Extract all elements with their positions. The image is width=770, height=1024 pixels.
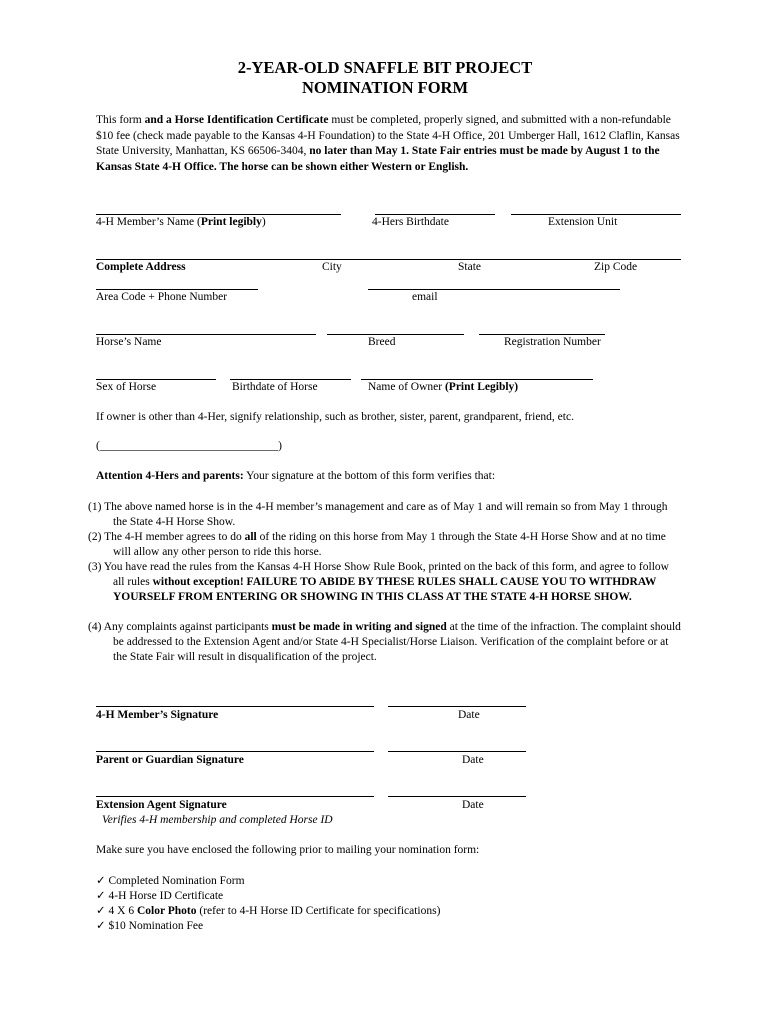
horse-name-label: Horse’s Name: [96, 336, 162, 348]
address-line[interactable]: [96, 259, 681, 260]
checklist-item-form: ✓ Completed Nomination Form: [96, 875, 245, 887]
member-signature-label: 4-H Member’s Signature: [96, 709, 219, 721]
horse-name-line[interactable]: [96, 334, 316, 335]
owner-line[interactable]: [361, 379, 593, 380]
member-date-label: Date: [458, 709, 480, 721]
horse-birthdate-label: Birthdate of Horse: [232, 381, 318, 393]
city-label: City: [322, 261, 342, 273]
birthdate-line[interactable]: [375, 214, 495, 215]
agent-date-line[interactable]: [388, 796, 526, 797]
parent-date-label: Date: [462, 754, 484, 766]
breed-label: Breed: [368, 336, 396, 348]
checklist-item-photo: ✓ 4 X 6 Color Photo (refer to 4-H Horse ID Certificate for specifications): [96, 905, 441, 917]
parent-signature-label: Parent or Guardian Signature: [96, 754, 244, 766]
agent-date-label: Date: [462, 799, 484, 811]
member-date-line[interactable]: [388, 706, 526, 707]
checklist-item-id: ✓ 4-H Horse ID Certificate: [96, 890, 224, 902]
rule-2: (2) The 4-H member agrees to do all of the riding on this horse from May 1 through the State 4-H Horse Show and at no time will allow any other person to ride this horse.: [88, 531, 666, 559]
parent-date-line[interactable]: [388, 751, 526, 752]
checklist-item-fee: ✓ $10 Nomination Fee: [96, 920, 204, 932]
extension-unit-label: Extension Unit: [548, 216, 618, 228]
checklist-intro: Make sure you have enclosed the following prior to mailing your nomination form:: [96, 844, 480, 856]
intro-paragraph: This form and a Horse Identification Certificate must be completed, properly signed, and submitted with a non-refundable $10 fee (check made payable to the Kansas 4-H Foundation) to the State 4-H Office, 201 Umberger Hall, 1612 Claflin, Kansas State University, Manhattan, KS 66506-3404, no later than May 1. State Fair entries must be made by August 1 to the Kansas State 4-H Office. The horse can be shown either Western or English.: [96, 114, 680, 173]
member-signature-line[interactable]: [96, 706, 374, 707]
member-name-label: 4-H Member’s Name (Print legibly): [96, 216, 266, 228]
sex-label: Sex of Horse: [96, 381, 157, 393]
complete-address-label: Complete Address: [96, 261, 186, 273]
email-line[interactable]: [368, 289, 620, 290]
agent-note: Verifies 4-H membership and completed Horse ID: [102, 814, 333, 826]
zip-label: Zip Code: [594, 261, 638, 273]
agent-signature-line[interactable]: [96, 796, 374, 797]
email-label: email: [412, 291, 438, 303]
relationship-note: If owner is other than 4-Her, signify relationship, such as brother, sister, parent, grandparent, friend, etc.: [96, 411, 574, 423]
phone-line[interactable]: [96, 289, 258, 290]
member-name-line[interactable]: [96, 214, 341, 215]
state-label: State: [458, 261, 481, 273]
registration-label: Registration Number: [504, 336, 601, 348]
sex-line[interactable]: [96, 379, 216, 380]
rule-3: (3) You have read the rules from the Kansas 4-H Horse Show Rule Book, printed on the back of this form, and agree to follow all rules without exception! FAILURE TO ABIDE BY THESE RULES SHALL CAUSE YOU TO WITHDRAW YOURSELF FROM ENTERING OR SHOWING IN THIS CLASS AT THE STATE 4-H HORSE SHOW.: [88, 561, 669, 604]
agent-signature-label: Extension Agent Signature: [96, 799, 227, 811]
birthdate-label: 4-Hers Birthdate: [372, 216, 449, 228]
attention-statement: Attention 4-Hers and parents: Your signature at the bottom of this form verifies that:: [96, 470, 496, 482]
horse-birthdate-line[interactable]: [230, 379, 351, 380]
parent-signature-line[interactable]: [96, 751, 374, 752]
phone-label: Area Code + Phone Number: [96, 291, 228, 303]
owner-label: Name of Owner (Print Legibly): [368, 381, 519, 393]
rule-1: (1) The above named horse is in the 4-H member’s management and care as of May 1 and will remain so from May 1 through the State 4-H Horse Show.: [88, 501, 668, 529]
form-title: 2-YEAR-OLD SNAFFLE BIT PROJECT: [237, 58, 533, 77]
breed-line[interactable]: [327, 334, 464, 335]
rule-4: (4) Any complaints against participants must be made in writing and signed at the time of the infraction. The complaint should be addressed to the Extension Agent and/or State 4-H Specialist/Horse Liaison. Verification of the complaint before or at the State Fair will result in disqualification of the project.: [88, 621, 681, 664]
registration-line[interactable]: [479, 334, 605, 335]
relationship-field[interactable]: (_______________________________): [96, 440, 282, 452]
extension-unit-line[interactable]: [511, 214, 681, 215]
form-subtitle: NOMINATION FORM: [301, 78, 469, 97]
